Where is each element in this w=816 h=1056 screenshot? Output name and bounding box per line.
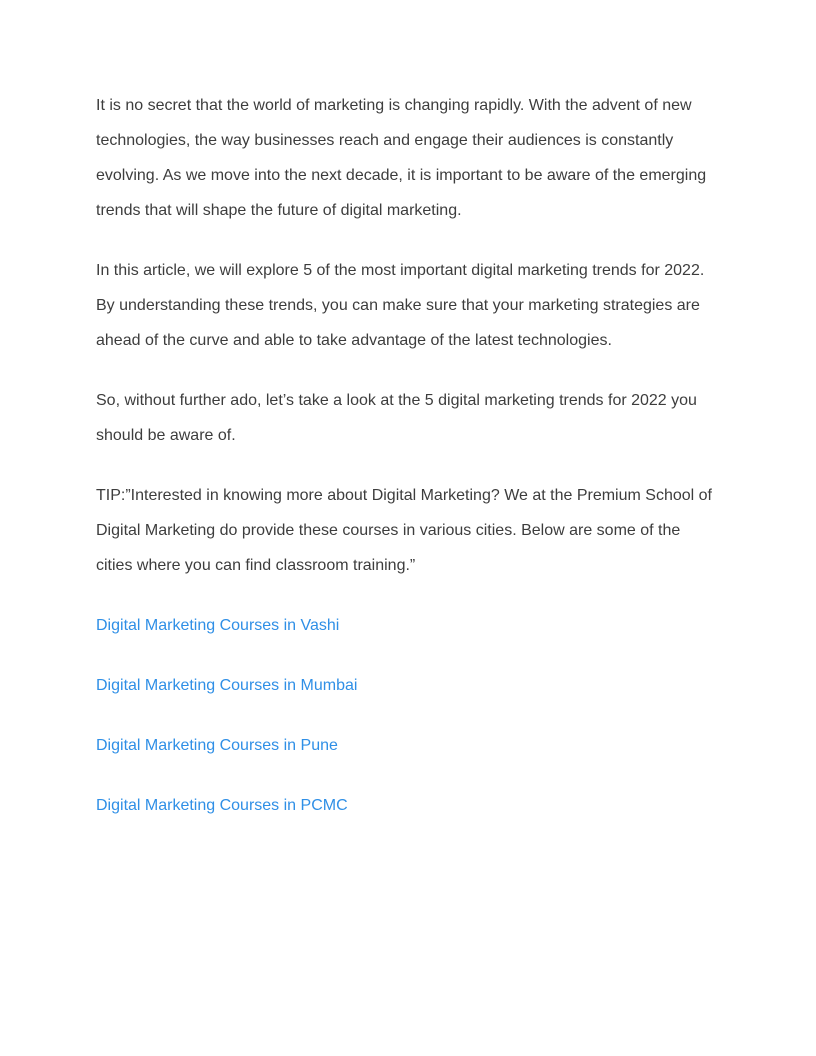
text-line: By understanding these trends, you can make sure that your marketing strategies are [96, 297, 700, 314]
text-line: In this article, we will explore 5 of the most important digital marketing trends for 2022. [96, 262, 705, 279]
course-links-list [96, 608, 720, 823]
list-item [96, 728, 720, 763]
text-line: It is no secret that the world of marketing is changing rapidly. With the advent of new [96, 97, 692, 114]
text-line: cities where you can find classroom training.” [96, 557, 416, 574]
link-courses-mumbai[interactable]: Digital Marketing Courses in Mumbai [96, 677, 358, 694]
document-page [96, 88, 720, 848]
link-courses-pcmc[interactable]: Digital Marketing Courses in PCMC [96, 797, 348, 814]
text-line: ahead of the curve and able to take advantage of the latest technologies. [96, 332, 612, 349]
text-line: should be aware of. [96, 427, 236, 444]
text-line: trends that will shape the future of digital marketing. [96, 202, 462, 219]
list-item [96, 608, 720, 643]
list-item [96, 788, 720, 823]
text-line: technologies, the way businesses reach and engage their audiences is constantly [96, 132, 674, 149]
text-line: TIP:”Interested in knowing more about Digital Marketing? We at the Premium School of [96, 487, 712, 504]
text-line: evolving. As we move into the next decade, it is important to be aware of the emerging [96, 167, 707, 184]
link-courses-vashi[interactable]: Digital Marketing Courses in Vashi [96, 617, 340, 634]
overview-paragraph [96, 253, 720, 358]
tip-paragraph [96, 478, 720, 583]
transition-paragraph [96, 383, 720, 453]
text-line: So, without further ado, let’s take a look at the 5 digital marketing trends for 2022 you [96, 392, 697, 409]
text-line: Digital Marketing do provide these courses in various cities. Below are some of the [96, 522, 681, 539]
intro-paragraph [96, 88, 720, 228]
link-courses-pune[interactable]: Digital Marketing Courses in Pune [96, 737, 338, 754]
list-item [96, 668, 720, 703]
